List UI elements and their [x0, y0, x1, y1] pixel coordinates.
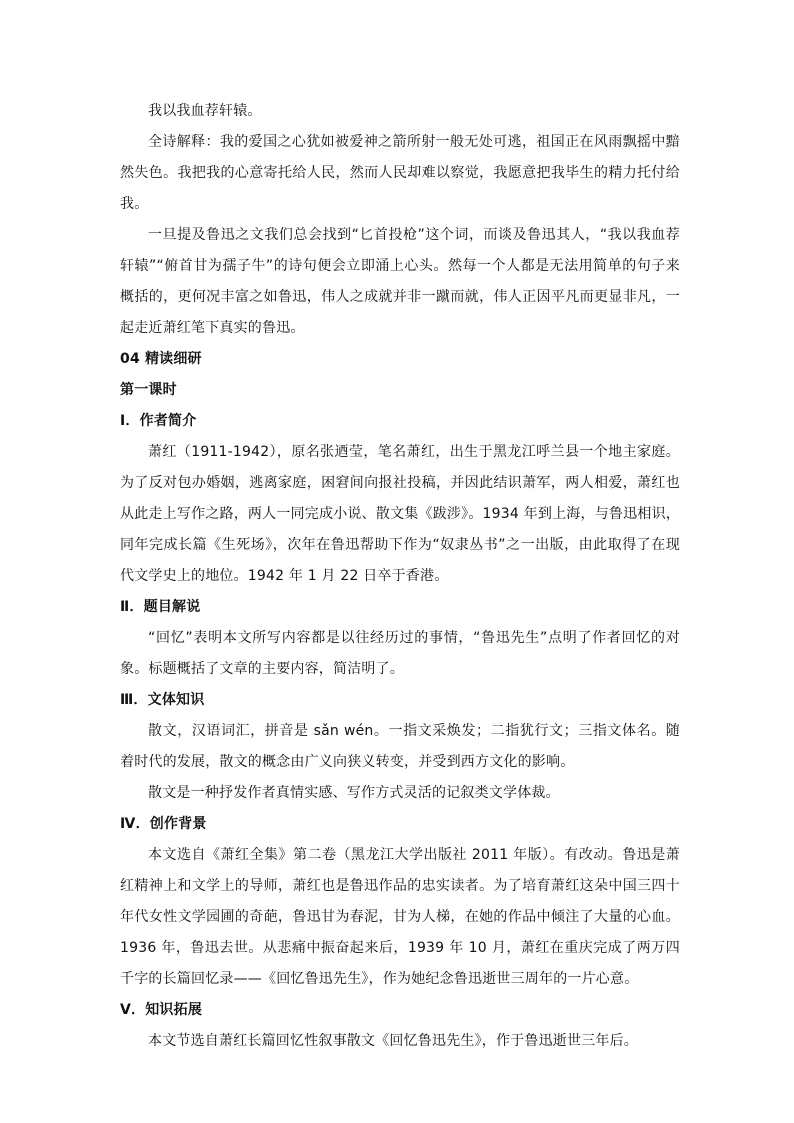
- genre-text-2: 散文是一种抒发作者真情实感、写作方式灵活的记叙类文学体裁。: [148, 785, 560, 801]
- section-title: 04 精读细研: [120, 351, 202, 367]
- genre-heading: Ⅲ．文体知识: [120, 692, 205, 708]
- author-heading: Ⅰ．作者简介: [120, 413, 197, 429]
- poem-explanation: 全诗解释：我的爱国之心犹如被爱神之箭所射一般无处可逃，祖国正在风雨飘摇中黯然失色。我把我的心意寄托给人民，然而人民却难以察觉，我愿意把我毕生的精力托付给我。: [120, 134, 680, 212]
- poem-line: 我以我血荐轩辕。: [148, 103, 262, 119]
- extension-text: 本文节选自萧红长篇回忆性叙事散文《回忆鲁迅先生》，作于鲁迅逝世三年后。: [148, 1033, 638, 1049]
- genre-text-1: 散文，汉语词汇，拼音是 sǎn wén。一指文采焕发；二指犹行文；三指文体名。随着时代的发展，散文的概念由广义向狭义转变，并受到西方文化的影响。: [120, 723, 680, 770]
- author-text: 萧红（1911-1942），原名张迺莹，笔名萧红，出生于黑龙江呼兰县一个地主家庭。为了反对包办婚姻，逃离家庭，困窘间向报社投稿，并因此结识萧军，两人相爱，萧红也从此走上写作之路，两人一同完成小说、散文集《跋涉》。1934 年到上海，与鲁迅相识，同年完成长篇《生死场》，次年在鲁迅帮助下作为“奴隶丛书”之一出版，由此取得了在现代文学史上的地位。1942 年 1 月 22 日卒于香港。: [120, 444, 680, 584]
- background-heading: Ⅳ．创作背景: [120, 816, 207, 832]
- title-text: “回忆”表明本文所写内容都是以往经历过的事情，“鲁迅先生”点明了作者回忆的对象。标题概括了文章的主要内容，简洁明了。: [120, 630, 680, 677]
- title-heading: Ⅱ．题目解说: [120, 599, 201, 615]
- document-page: [120, 96, 680, 1057]
- intro-paragraph: 一旦提及鲁迅之文我们总会找到“匕首投枪”这个词，而谈及鲁迅其人，“我以我血荐轩辕”“俯首甘为孺子牛”的诗句便会立即涌上心头。然每一个人都是无法用简单的句子来概括的，更何况丰富之如鲁迅，伟人之成就并非一蹴而就，伟人正因平凡而更显非凡，一起走近萧红笔下真实的鲁迅。: [120, 227, 680, 336]
- lesson-title: 第一课时: [120, 382, 177, 398]
- background-text: 本文选自《萧红全集》第二卷（黑龙江大学出版社 2011 年版）。有改动。鲁迅是萧红精神上和文学上的导师，萧红也是鲁迅作品的忠实读者。为了培育萧红这朵中国三四十年代女性文学园圃的奇葩，鲁迅甘为春泥，甘为人梯，在她的作品中倾注了大量的心血。1936 年，鲁迅去世。从悲痛中振奋起来后，1939 年 10 月，萧红在重庆完成了两万四千字的长篇回忆录——《回忆鲁迅先生》，作为她纪念鲁迅逝世三周年的一片心意。: [120, 847, 680, 987]
- extension-heading: Ⅴ．知识拓展: [120, 1002, 203, 1018]
